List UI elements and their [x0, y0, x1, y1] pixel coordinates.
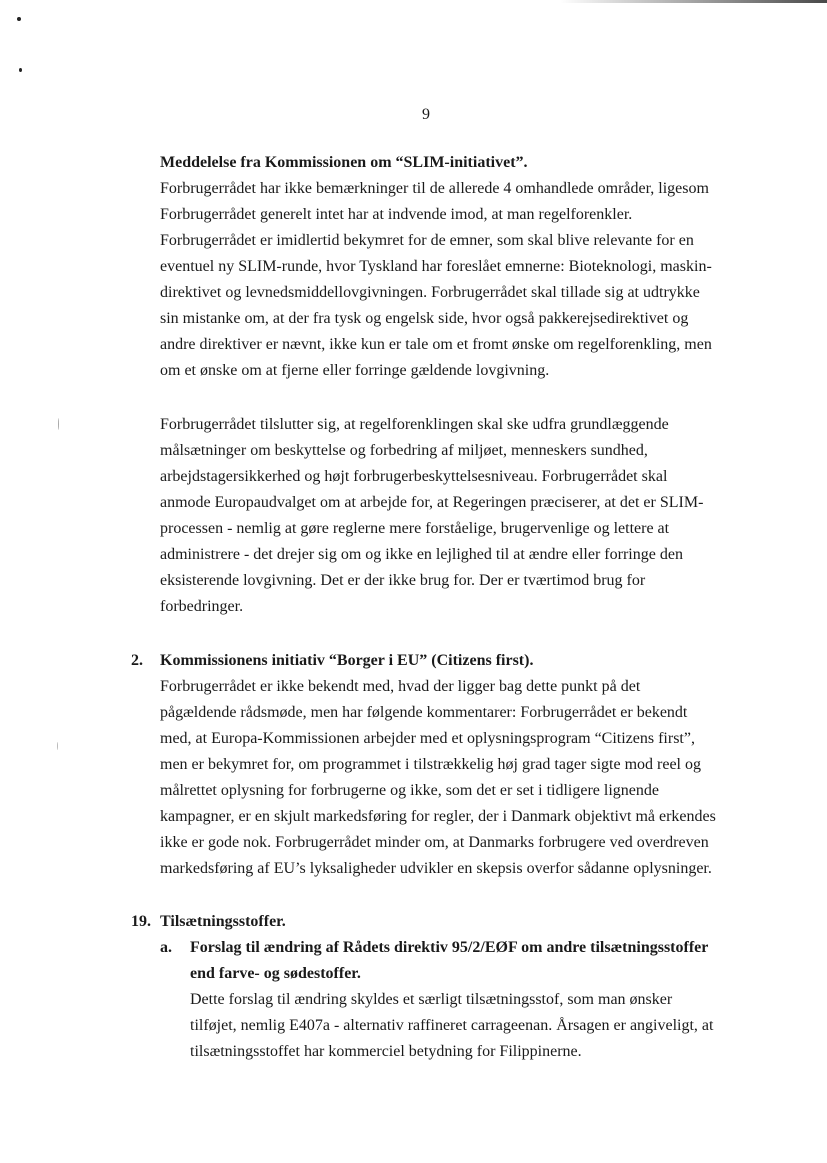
text-line: målrettet oplysning for forbrugerne og ikke, som det er set i tidligere lignende — [160, 782, 659, 799]
text-line: Forbrugerrådet er ikke bekendt med, hvad der ligger bag dette punkt på det — [160, 678, 641, 695]
text-line: direktivet og levnedsmiddellovgivningen. Forbrugerrådet skal tillade sig at udtrykke — [160, 284, 700, 301]
text-line: med, at Europa-Kommissionen arbejder med et oplysningsprogram “Citizens first”, — [160, 730, 695, 747]
text-line: pågældende rådsmøde, men har følgende kommentarer: Forbrugerrådet er bekendt — [160, 704, 688, 721]
page-number: 9 — [422, 106, 430, 123]
text-line: Forbrugerrådet er imidlertid bekymret for de emner, som skal blive relevante for en — [160, 232, 694, 249]
slim-heading: Meddelelse fra Kommissionen om “SLIM-initiativet”. — [160, 154, 528, 171]
text-line: tilsætningsstoffet har kommerciel betydning for Filippinerne. — [190, 1043, 582, 1060]
subsection-a-heading: end farve- og sødestoffer. — [190, 965, 361, 982]
text-line: kampagner, er en skjult markedsføring for regler, der i Danmark objektivt må erkendes — [160, 808, 716, 825]
text-line: sin mistanke om, at der fra tysk og engelsk side, hvor også pakkerejsedirektivet og — [160, 310, 689, 327]
section-2 — [160, 648, 716, 882]
subsection-a-heading: Forslag til ændring af Rådets direktiv 95/2/EØF om andre tilsætningsstoffer — [190, 939, 709, 956]
scan-dot — [58, 418, 59, 430]
section-19-heading: Tilsætningsstoffer. — [160, 913, 286, 930]
section-2-heading: Kommissionens initiativ “Borger i EU” (Citizens first). — [160, 652, 534, 669]
text-line: Dette forslag til ændring skyldes et særligt tilsætningsstof, som man ønsker — [190, 991, 673, 1008]
text-line: om et ønske om at fjerne eller forringe gældende lovgivning. — [160, 362, 550, 379]
text-line: men er bekymret for, om programmet i tilstrækkelig høj grad tager sigte mod reel og — [160, 756, 701, 773]
text-line: eksisterende lovgivning. Det er der ikke brug for. Der er tværtimod brug for — [160, 572, 646, 589]
text-line: forbedringer. — [160, 598, 244, 615]
scan-dot — [57, 742, 58, 750]
text-line: ikke er gode nok. Forbrugerrådet minder om, at Danmarks forbrugere ved overdreven — [160, 834, 709, 851]
text-line: Forbrugerrådet generelt intet har at indvende imod, at man regelforenkler. — [160, 206, 633, 223]
scan-dot — [19, 68, 22, 72]
scan-dot — [17, 17, 21, 21]
section-19-number: 19. — [131, 913, 151, 930]
subsection-a — [190, 935, 713, 1065]
text-line: tilføjet, nemlig E407a - alternativ raffineret carrageenan. Årsagen er angiveligt, at — [190, 1017, 714, 1034]
slim-section — [160, 150, 712, 384]
text-line: andre direktiver er nævnt, ikke kun er tale om et fromt ønske om regelforenkling, men — [160, 336, 712, 353]
scan-edge-line — [560, 0, 827, 3]
text-line: Forbrugerrådet har ikke bemærkninger til de allerede 4 omhandlede områder, ligesom — [160, 180, 709, 197]
text-line: Forbrugerrådet tilslutter sig, at regelforenklingen skal ske udfra grundlæggende — [160, 416, 669, 433]
text-line: eventuel ny SLIM-runde, hvor Tyskland har foreslået emnerne: Bioteknologi, maskin- — [160, 258, 712, 275]
text-line: anmode Europaudvalget om at arbejde for, at Regeringen præciserer, at det er SLIM- — [160, 494, 704, 511]
subsection-a-letter: a. — [160, 939, 172, 956]
text-line: målsætninger om beskyttelse og forbedring af miljøet, menneskers sundhed, — [160, 442, 648, 459]
text-line: processen - nemlig at gøre reglerne mere forståelige, brugervenlige og lettere at — [160, 520, 670, 537]
slim-paragraph-2 — [160, 412, 703, 620]
text-line: arbejdstagersikkerhed og højt forbrugerbeskyttelsesniveau. Forbrugerrådet skal — [160, 468, 668, 485]
text-line: markedsføring af EU’s lyksaligheder udvikler en skepsis overfor sådanne oplysninger. — [160, 860, 712, 877]
text-line: administrere - det drejer sig om og ikke en lejlighed til at ændre eller forringe den — [160, 546, 683, 563]
section-19 — [160, 909, 286, 935]
section-2-number: 2. — [131, 652, 143, 669]
